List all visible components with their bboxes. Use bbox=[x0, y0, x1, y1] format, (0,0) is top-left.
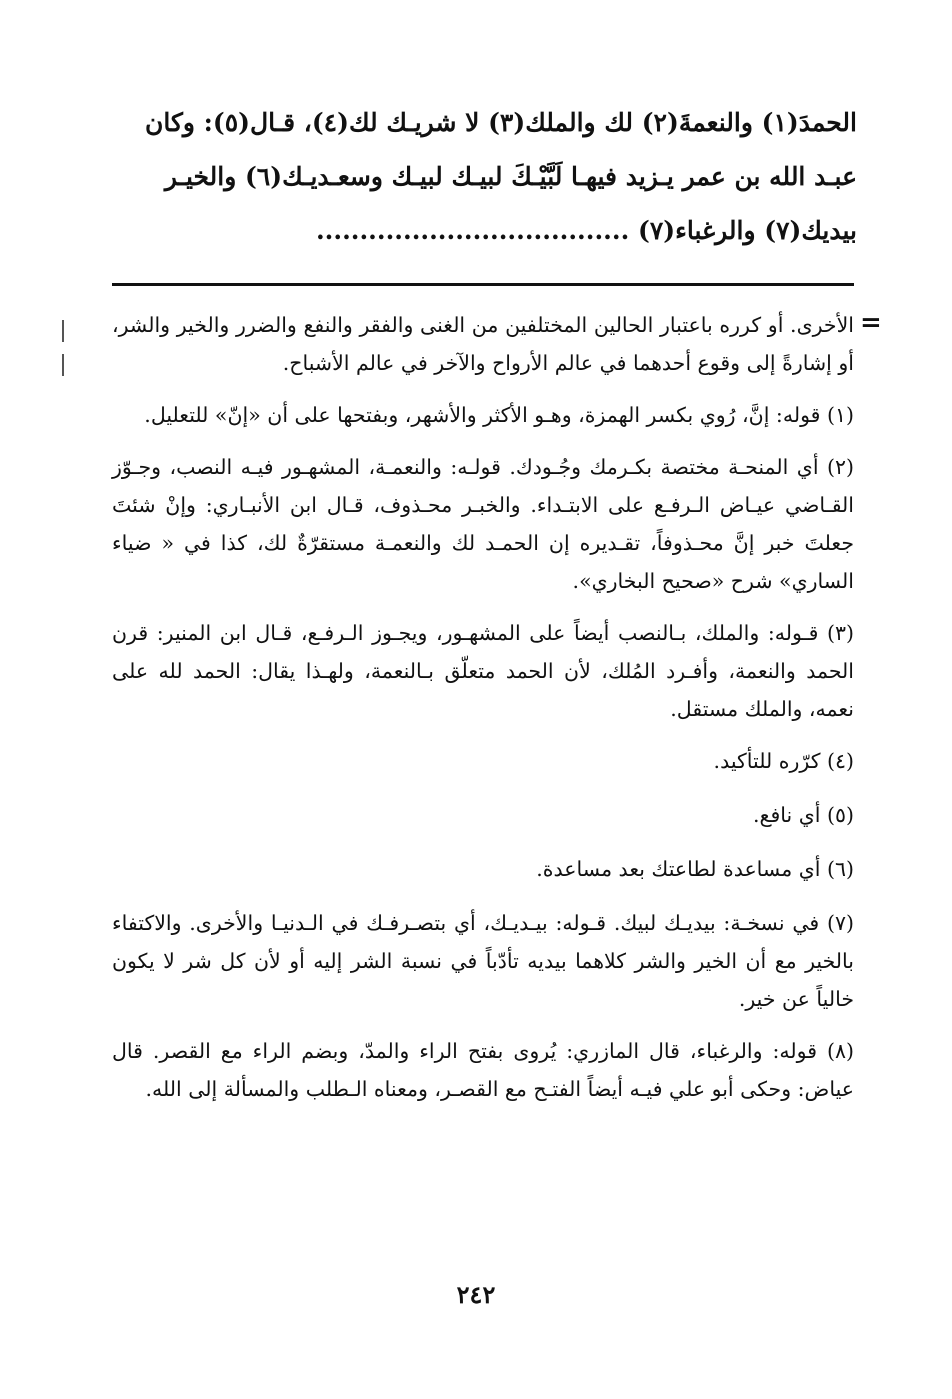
margin-marks bbox=[62, 320, 66, 388]
footnote-7: (٧) في نسخـة: بيديـك لبيك. قـوله: بيـديـك، أي بتصـرفـك في الـدنيـا والأخرى. والاكتفاء بالخير مع أن الخير والشر كلاهما بيديه تأدّباً في نسبة الشر إليه أو لأن كل شر لا يكون خالياً عن خير. bbox=[112, 911, 854, 1011]
footnote-8: (٨) قوله: والرغباء، قال المازري: يُروى بفتح الراء والمدّ، وبضم الراء مع القصر. قال عياض: وحكى أبو علي فيـه أيضاً الفتـح مع القصـر، ومعناه الـطلب والمسألة إلى الله. bbox=[112, 1039, 854, 1101]
continuation-mark: = bbox=[860, 308, 882, 338]
main-text-line: عبـد الله بن عمر يـزيد فيهـا لَبَّيْـكَ لبيـك لبيـك وسعـديـك(٦) والخيـر bbox=[164, 162, 857, 191]
main-text-line-words: بيديك(٧) والرغباء(٧) bbox=[638, 216, 857, 245]
main-text-line bbox=[112, 204, 857, 258]
main-text bbox=[112, 96, 857, 258]
footnote-continuation: الأخرى. أو كرره باعتبار الحالين المختلفين من الغنى والفقر والنفع والضرر والخير والشر، أو إشارةً إلى وقوع أحدهما في عالم الأرواح والآخر في عالم الأشباح. bbox=[112, 313, 854, 375]
page-number: ٢٤٢ bbox=[456, 1280, 496, 1309]
footnote-1: (١) قوله: إنَّ، رُوي بكسر الهمزة، وهـو الأكثر والأشهر، وبفتحها على أن «إنّ» للتعليل. bbox=[144, 403, 854, 427]
footnote-5: (٥) أي نافع. bbox=[753, 803, 854, 827]
ellipsis-dots: .................................... bbox=[315, 216, 630, 245]
main-text-line: الحمدَ(١) والنعمةَ(٢) لك والملك(٣) لا شريـك لك(٤)، قـال(٥): وكان bbox=[145, 108, 857, 137]
footnotes bbox=[112, 306, 854, 1122]
footnote-3: (٣) قـوله: والملك، بـالنصب أيضاً على المشهـور، ويجـوز الـرفـع، قـال ابن المنير: قرن الحمد والنعمة، وأفـرد المُلك، لأن الحمد متعلّق بـالنعمة، ولهـذا يقال: الحمد لله على نعمه، والملك مستقل. bbox=[112, 621, 854, 721]
footnote-2: (٢) أي المنحـة مختصة بكـرمك وجُـودك. قولـه: والنعمـة، المشهـور فيـه النصب، وجـوّز القـاضي عيـاض الـرفـع على الابتـداء. والخبـر محـذوف، قـال ابن الأنبـاري: وإنْ شئتَ جعلتَ خبر إنَّ محـذوفاً، تقـديره إن الحمـد لك والنعمـة مستقرّةٌ لك، كذا في « ضياء الساري» شرح «صحيح البخاري». bbox=[112, 455, 855, 593]
footnote-divider bbox=[112, 283, 854, 286]
footnote-6: (٦) أي مساعدة لطاعتك بعد مساعدة. bbox=[536, 857, 854, 881]
footnote-4: (٤) كرّره للتأكيد. bbox=[713, 749, 854, 773]
